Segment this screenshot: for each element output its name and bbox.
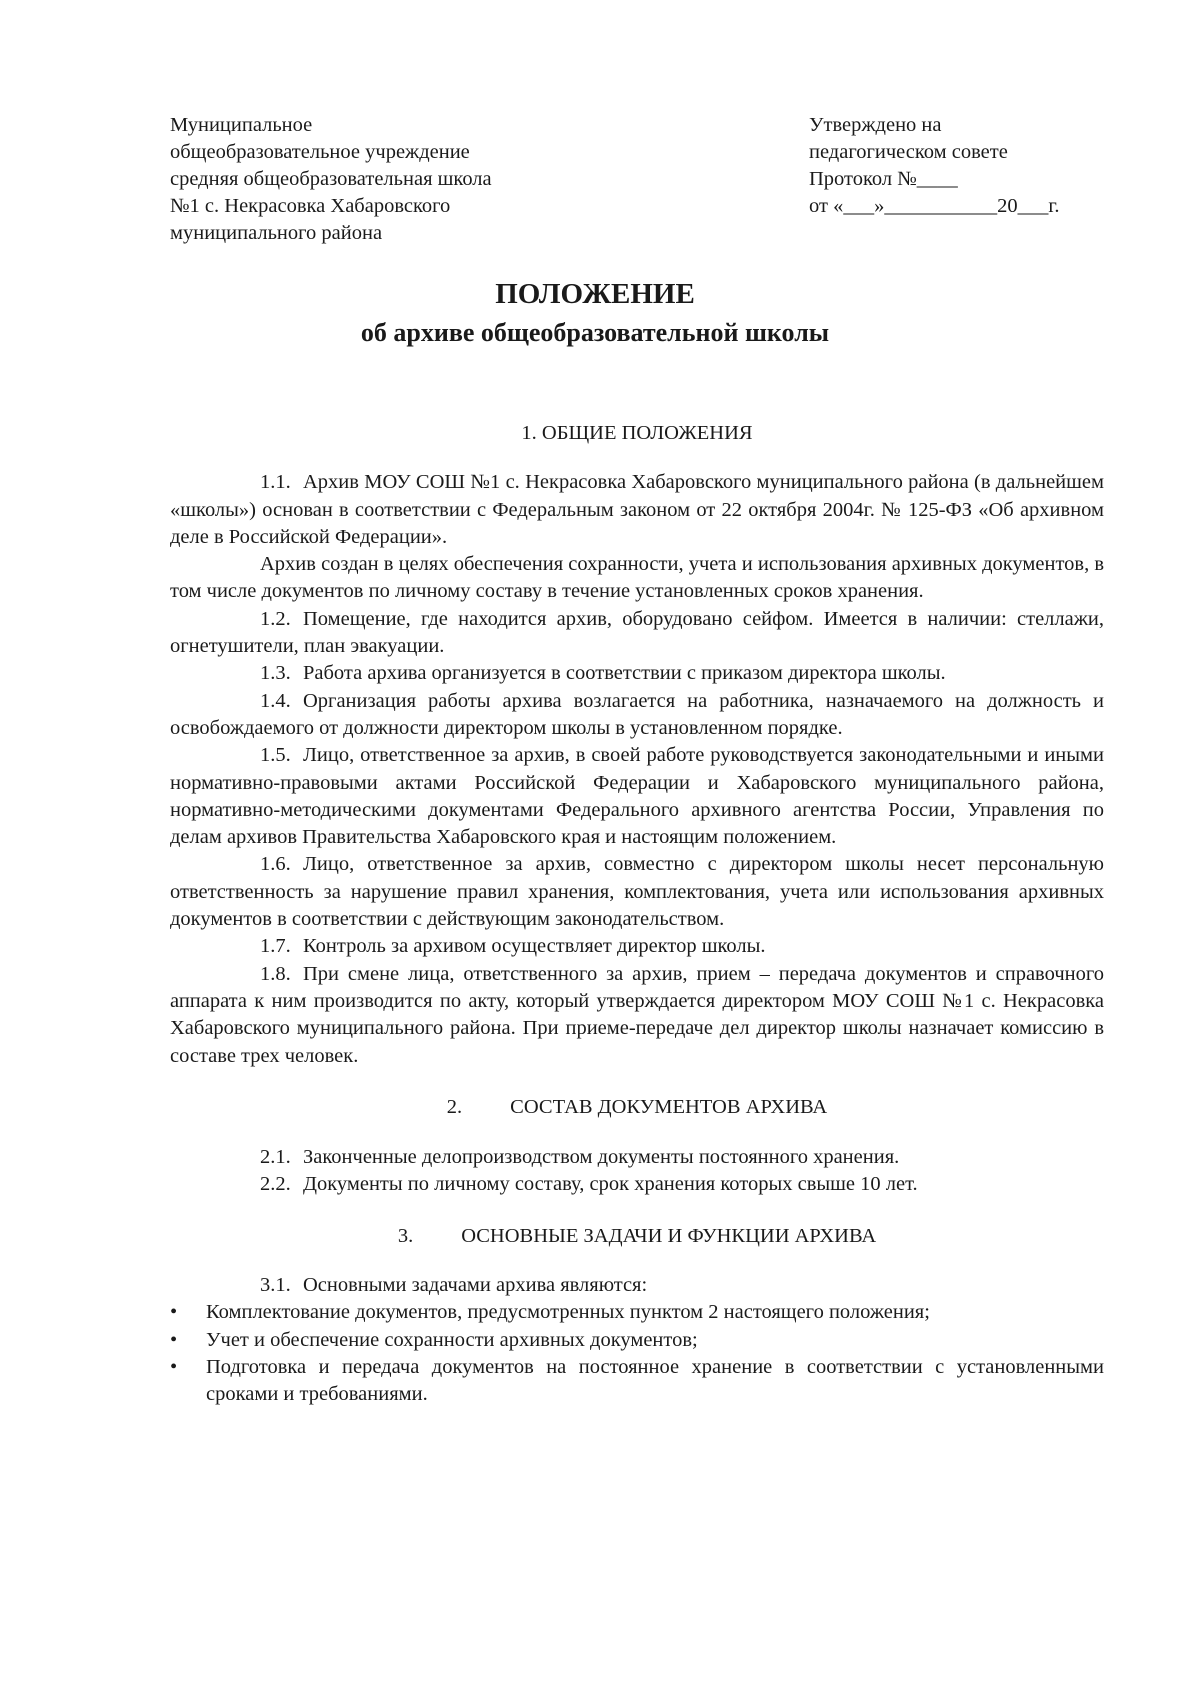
paragraph-1-3	[170, 660, 1104, 687]
paragraph-number: 2.1.	[260, 1146, 291, 1169]
paragraph-1-1	[170, 469, 1104, 551]
paragraph-1-8	[170, 961, 1104, 1070]
title-main: ПОЛОЖЕНИЕ	[495, 278, 695, 310]
document-body	[170, 420, 1104, 1409]
paragraph-text: Законченные делопроизводством документы постоянного хранения.	[303, 1146, 900, 1169]
paragraph-text: Контроль за архивом осуществляет директор школы.	[303, 935, 766, 958]
paragraph-number: 1.7.	[260, 935, 291, 958]
institution-line: общеобразовательное учреждение	[170, 141, 470, 163]
paragraph-text: Лицо, ответственное за архив, в своей работе руководствуется законодательными и иными нормативно-правовыми актами Российской Федерации и Хабаровского муниципального района, нормативно-методическими документами Федерального архивного агентства России, Управления по делам архивов Правительства Хабаровского края и настоящим положением.	[170, 744, 1104, 849]
paragraph-2-2	[170, 1171, 1104, 1198]
paragraph-number: 1.1.	[260, 471, 291, 494]
paragraph-text: Документы по личному составу, срок хранения которых свыше 10 лет.	[303, 1173, 918, 1196]
institution-line: Муниципальное	[170, 114, 313, 136]
approval-line: педагогическом совете	[809, 141, 1008, 163]
paragraph-number: 1.2.	[260, 607, 291, 630]
paragraph-1-2	[170, 606, 1104, 661]
paragraph-text: Лицо, ответственное за архив, совместно с директором школы несет персональную ответственность за нарушение правил хранения, комплектования, учета или использования архивных документов в соответствии с действующим законодательством.	[170, 853, 1104, 931]
approval-line: Протокол №____	[809, 168, 958, 190]
section-1-heading: 1. ОБЩИЕ ПОЛОЖЕНИЯ	[521, 422, 753, 444]
list-item	[170, 1299, 1104, 1326]
paragraph-number: 1.8.	[260, 962, 291, 985]
section-title: ОСНОВНЫЕ ЗАДАЧИ И ФУНКЦИИ АРХИВА	[461, 1224, 877, 1247]
institution-line: муниципального района	[170, 222, 383, 244]
paragraph-3-1	[170, 1272, 1104, 1299]
approval-line: от «___»___________20___г.	[809, 195, 1060, 217]
paragraph-text: Архив создан в целях обеспечения сохранности, учета и использования архивных документов, в том числе документов по личному составу в течение установленных сроков хранения.	[170, 553, 1104, 603]
paragraph-1-1-cont	[170, 551, 1104, 606]
section-title: СОСТАВ ДОКУМЕНТОВ АРХИВА	[510, 1095, 828, 1118]
list-item	[170, 1327, 1104, 1354]
list-item	[170, 1354, 1104, 1409]
paragraph-1-5	[170, 742, 1104, 851]
paragraph-text: При смене лица, ответственного за архив, прием – передача документов и справочного аппарата к ним производится по акту, который утверждается директором МОУ СОШ №1 с. Некрасовка Хабаровского муниципального района. При приеме-передаче дел директор школы назначает комиссию в составе трех человек.	[170, 962, 1104, 1067]
paragraph-2-1	[170, 1144, 1104, 1171]
section-number: 2.	[446, 1095, 463, 1118]
section-number: 3.	[397, 1224, 414, 1247]
institution-block	[170, 112, 570, 247]
institution-line: средняя общеобразовательная школа	[170, 168, 492, 190]
paragraph-1-4	[170, 688, 1104, 743]
document-title	[0, 274, 1190, 352]
paragraph-number: 3.1.	[260, 1274, 291, 1297]
bullet-icon: •	[170, 1328, 178, 1351]
title-sub: об архиве общеобразовательной школы	[360, 318, 830, 347]
paragraph-text: Основными задачами архива являются:	[303, 1274, 648, 1297]
paragraph-text: Организация работы архива возлагается на работника, назначаемого на должность и освобождаемого от должности директором школы в установленном порядке.	[170, 689, 1104, 739]
list-item-text: Учет и обеспечение сохранности архивных документов;	[206, 1328, 698, 1351]
paragraph-number: 2.2.	[260, 1173, 291, 1196]
paragraph-number: 1.3.	[260, 662, 291, 685]
paragraph-number: 1.6.	[260, 853, 291, 876]
paragraph-text: Помещение, где находится архив, оборудовано сейфом. Имеется в наличии: стеллажи, огнетушители, план эвакуации.	[170, 607, 1104, 658]
section-2-heading	[170, 1094, 1104, 1121]
approval-line: Утверждено на	[809, 114, 942, 136]
paragraph-text: Архив МОУ СОШ №1 с. Некрасовка Хабаровского муниципального района (в дальнейшем «школы») основан в соответствии с Федеральным законом от 22 октября 2004г. № 125-ФЗ «Об архивном деле в Российской Федерации».	[170, 471, 1104, 548]
paragraph-1-7	[170, 933, 1104, 960]
paragraph-number: 1.4.	[260, 689, 291, 712]
institution-line: №1 с. Некрасовка Хабаровского	[170, 195, 451, 217]
paragraph-1-6	[170, 851, 1104, 933]
paragraph-number: 1.5.	[260, 744, 291, 767]
list-item-text: Комплектование документов, предусмотренных пунктом 2 настоящего положения;	[206, 1301, 930, 1324]
bullet-icon: •	[170, 1301, 178, 1324]
paragraph-text: Работа архива организуется в соответствии с приказом директора школы.	[303, 662, 946, 685]
approval-block	[809, 112, 1109, 220]
task-list	[170, 1299, 1104, 1408]
section-3-heading	[170, 1223, 1104, 1250]
list-item-text: Подготовка и передача документов на постоянное хранение в соответствии с установленными сроками и требованиями.	[206, 1355, 1104, 1406]
bullet-icon: •	[170, 1355, 178, 1378]
